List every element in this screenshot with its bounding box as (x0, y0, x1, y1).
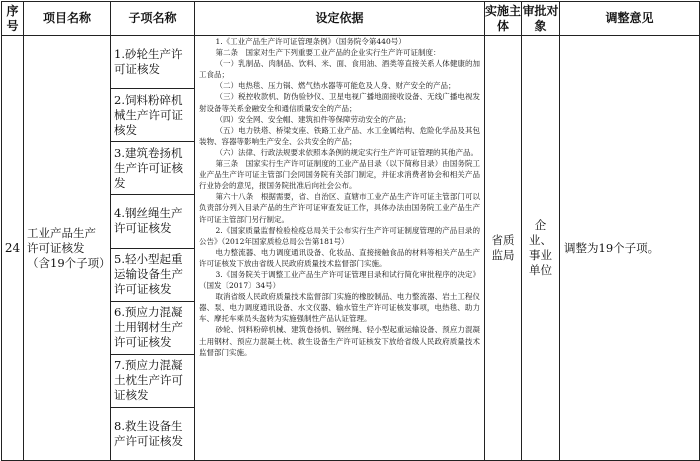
legal-basis-cell (195, 36, 485, 461)
subitem: 8.救生设备生产许可证核发 (114, 418, 183, 448)
basis-paragraph: （二）电热毯、压力锅、燃气热水器等可能危及人身、财产安全的产品； (215, 81, 456, 91)
basis-paragraph: 砂轮、饲料粉碎机械、建筑卷扬机、钢丝绳、轻小型起重运输设备、预应力混凝土用钢材、预应力混凝土枕、救生设备生产许可证核发下放给省级人民政府质量技术监督部门实施。 (199, 325, 480, 357)
basis-paragraph: 3.《国务院关于调整工业产品生产许可证管理目录和试行简化审批程序的决定》（国发〔2017〕34号） (199, 269, 480, 291)
header-adjustment-opinion: 调整意见 (560, 2, 700, 36)
row-seq: 24 (2, 36, 24, 461)
basis-paragraph: （六）法律、行政法规要求依照本条例的规定实行生产许可证管理的其他产品。 (215, 147, 478, 157)
header-subitem-name: 子项名称 (111, 2, 195, 36)
basis-paragraph: 第六十八条 根据需要，省、自治区、直辖市工业产品生产许可证主管部门可以负责部分列入目录产品的生产许可证审查发证工作，具体办法由国务院工业产品生产许可证主管部门另行制定。 (199, 192, 480, 224)
header-row (2, 2, 700, 36)
subitem: 1.砂轮生产许可证核发 (111, 36, 194, 89)
subitem: 3.建筑卷扬机生产许可证核发 (111, 142, 194, 195)
subitem: 5.轻小型起重运输设备生产许可证核发 (111, 249, 194, 302)
subitem: 2.饲料粉碎机械生产许可证核发 (111, 89, 194, 142)
subitem: 6.预应力混凝土用钢材生产许可证核发 (111, 302, 194, 355)
header-implementing-body: 实施主体 (485, 2, 522, 36)
implementing-body: 省质监局 (485, 36, 522, 461)
adjustment-table (1, 1, 700, 461)
approval-target: 企业、事业单位 (522, 36, 560, 461)
basis-paragraph: 第三条 国家实行生产许可证制度的工业产品目录（以下简称目录）由国务院工业产品生产许可证主管部门会同国务院有关部门制定，并征求消费者协会和相关产品行业协会的意见，报国务院批准后向社会公布。 (199, 159, 480, 191)
basis-paragraph: （四）安全网、安全帽、建筑扣件等保障劳动安全的产品； (215, 114, 411, 124)
basis-paragraph: （一）乳制品、肉制品、饮料、米、面、食用油、酒类等直接关系人体健康的加工食品； (199, 59, 480, 80)
basis-paragraph: （三）税控收款机、防伪验钞仪、卫星电视广播地面接收设备、无线广播电视发射设备等关系金融安全和通信质量安全的产品； (199, 92, 480, 113)
header-legal-basis: 设定依据 (195, 2, 485, 36)
header-seq: 序号 (2, 2, 24, 36)
basis-paragraph: 第二条 国家对生产下列重要工业产品的企业实行生产许可证制度： (215, 48, 441, 58)
basis-paragraph: 取消省级人民政府质量技术监督部门实施的橡胶制品、电力整流器、岩土工程仪器、泵、电力调度通讯设备、水文仪器、输水管生产许可证核发事项，电热毯、助力车、摩托车乘员头盔转为实施强制性产品认证管理。 (199, 292, 480, 324)
table-row (2, 36, 700, 461)
header-approval-target: 审批对象 (522, 2, 560, 36)
subitem: 4.钢丝绳生产许可证核发 (111, 195, 194, 248)
subitem: 7.预应力混凝土枕生产许可证核发 (111, 355, 194, 408)
subitem-cell (111, 36, 195, 461)
basis-paragraph: 电力整流器、电力调度通讯设备、化妆品、直接接触食品的材料等相关产品生产许可证核发下放由省级人民政府质量技术监督部门实施。 (199, 247, 480, 268)
basis-paragraph: 2.《国家质量监督检验检疫总局关于公布实行生产许可证制度管理的产品目录的公告》（2012年国家质检总局公告第181号） (199, 225, 480, 246)
header-project-name: 项目名称 (24, 2, 111, 36)
subitem-list (111, 36, 194, 460)
legal-basis-text (195, 36, 484, 460)
basis-paragraph: （五）电力铁塔、桥梁支座、铁路工业产品、水工金属结构、危险化学品及其包装物、容器等影响生产安全、公共安全的产品； (199, 125, 480, 146)
adjustment-opinion: 调整为19个子项。 (560, 36, 700, 461)
basis-paragraph: 1.《工业产品生产许可证管理条例》（国务院令第440号） (215, 37, 406, 46)
project-name: 工业产品生产许可证核发（含19个子项） (24, 36, 111, 461)
